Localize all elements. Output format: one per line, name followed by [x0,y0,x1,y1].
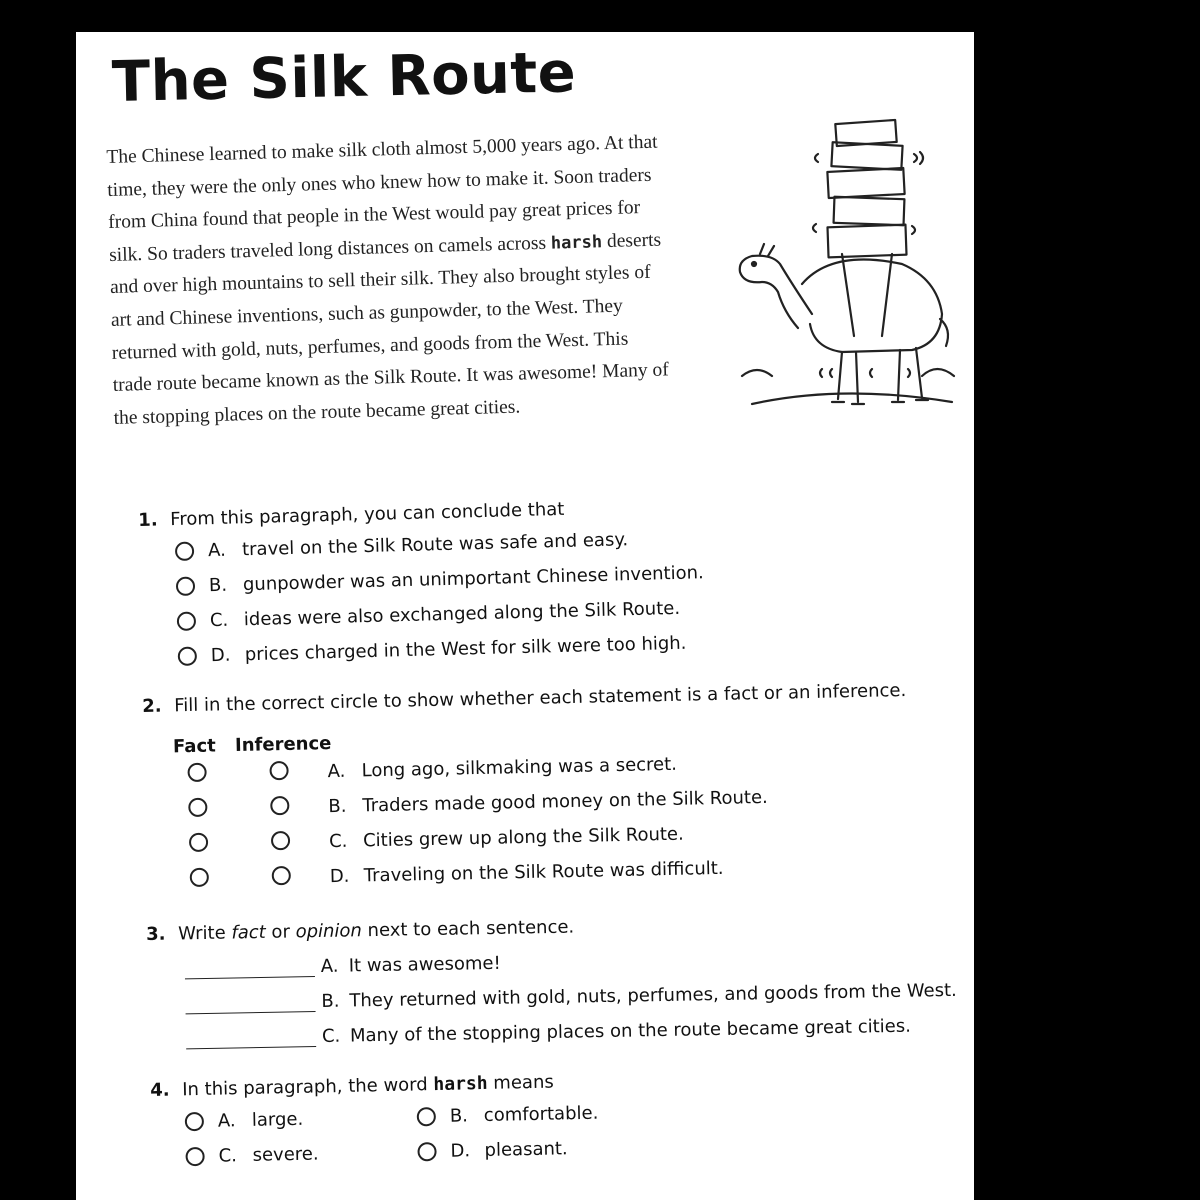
answer-bubble[interactable] [176,577,195,596]
inference-bubble[interactable] [270,795,289,814]
statement-letter: C. [328,830,348,853]
option-text: severe. [252,1143,319,1166]
question-number: 2. [142,695,162,717]
option-letter: A. [207,539,227,562]
fact-column-header: Fact [172,735,216,758]
question-4 [150,1070,638,1175]
option-text: pleasant. [484,1138,568,1162]
statement-text: Cities grew up along the Silk Route. [362,823,684,852]
sentence-text: They returned with gold, nuts, perfumes, and goods from the West. [349,979,957,1012]
option-letter: B. [449,1105,469,1127]
statement-text: Traveling on the Silk Route was difficult. [363,857,724,887]
fact-bubble[interactable] [189,832,208,851]
statement-letter: B. [328,795,347,818]
prompt-fact: fact [231,921,266,944]
fact-bubble[interactable] [190,867,209,886]
option-b [416,1095,637,1135]
question-number: 3. [146,923,166,945]
option-letter: C. [218,1145,238,1167]
prompt-bold-word: harsh [433,1072,488,1096]
page-title: The Silk Route [111,40,577,115]
answer-blank[interactable] [185,956,315,979]
option-letter: A. [217,1110,236,1132]
answer-bubble[interactable] [175,542,194,561]
option-c [185,1134,418,1174]
prompt-after: means [487,1071,554,1094]
statement-letter: A. [327,760,346,783]
statement-text: Traders made good money on the Silk Route. [362,786,769,817]
inference-bubble[interactable] [269,760,288,779]
answer-bubble[interactable] [185,1147,204,1166]
option-letter: B. [208,574,228,597]
answer-bubble[interactable] [177,612,196,631]
passage-text-end: deserts and over high mountains to sell their silk. They also brought styles of art and Chinese inventions, such as gunpowder, to the West. They returned with gold, nuts, perfumes, and goods from the West. This trade route became known as the Silk Route. It was awesome! Many of the stopping places on the route became great cities. [109,229,670,429]
answer-bubble[interactable] [178,647,197,666]
sentence-text: Many of the stopping places on the route became great cities. [349,1015,912,1047]
worksheet-page [76,32,974,1200]
question-2 [142,680,910,898]
answer-blank[interactable] [185,991,315,1014]
answer-bubble[interactable] [185,1112,204,1131]
option-d [417,1130,638,1170]
question-number: 4. [150,1079,170,1101]
camel-with-silk-bundles-icon [732,114,964,424]
option-text: travel on the Silk Route was safe and easy. [241,529,629,561]
question-prompt: Fill in the correct circle to show whether each statement is a fact or an inference. [173,679,907,717]
inference-bubble[interactable] [272,865,291,884]
option-text: comfortable. [483,1102,599,1127]
passage-bold-word: harsh [550,231,603,254]
option-letter: C. [209,609,229,632]
inference-column-header: Inference [234,733,332,757]
sentence-letter: C. [321,1025,341,1047]
prompt-write: Write [177,922,232,945]
statement-letter: D. [329,865,350,888]
prompt-end: next to each sentence. [361,916,575,942]
reading-passage [106,126,674,435]
prompt-or: or [265,921,296,943]
answer-bubble[interactable] [417,1142,436,1161]
answer-blank[interactable] [186,1026,316,1049]
fact-bubble[interactable] [187,762,206,781]
question-prompt: From this paragraph, you can conclude that [169,498,565,531]
option-text: large. [251,1108,304,1131]
sentence-text: It was awesome! [348,952,501,977]
option-a [185,1099,418,1139]
question-number: 1. [138,509,158,531]
answer-options [175,520,706,674]
answer-options [185,1095,638,1174]
question-1 [138,495,706,675]
sentence-letter: B. [321,990,340,1012]
option-text: ideas were also exchanged along the Silk Route. [243,597,681,631]
sentence-letter: A. [320,955,339,977]
question-3 [146,910,958,1050]
passage-text-start: The Chinese learned to make silk cloth almost 5,000 years ago. At that time, they were the only ones who knew how to make it. Soon traders from China found that people in the West would pay great prices for silk. So traders traveled long distances on camels across [106,131,658,266]
option-text: gunpowder was an unimportant Chinese invention. [242,562,705,596]
option-letter: D. [210,644,231,667]
option-text: prices charged in the West for silk were too high. [244,632,687,666]
prompt-before: In this paragraph, the word [181,1074,434,1101]
fact-bubble[interactable] [188,797,207,816]
statement-text: Long ago, silkmaking was a secret. [361,753,678,782]
answer-bubble[interactable] [417,1107,436,1126]
option-letter: D. [450,1140,471,1162]
inference-bubble[interactable] [271,830,290,849]
prompt-opinion: opinion [295,920,363,943]
